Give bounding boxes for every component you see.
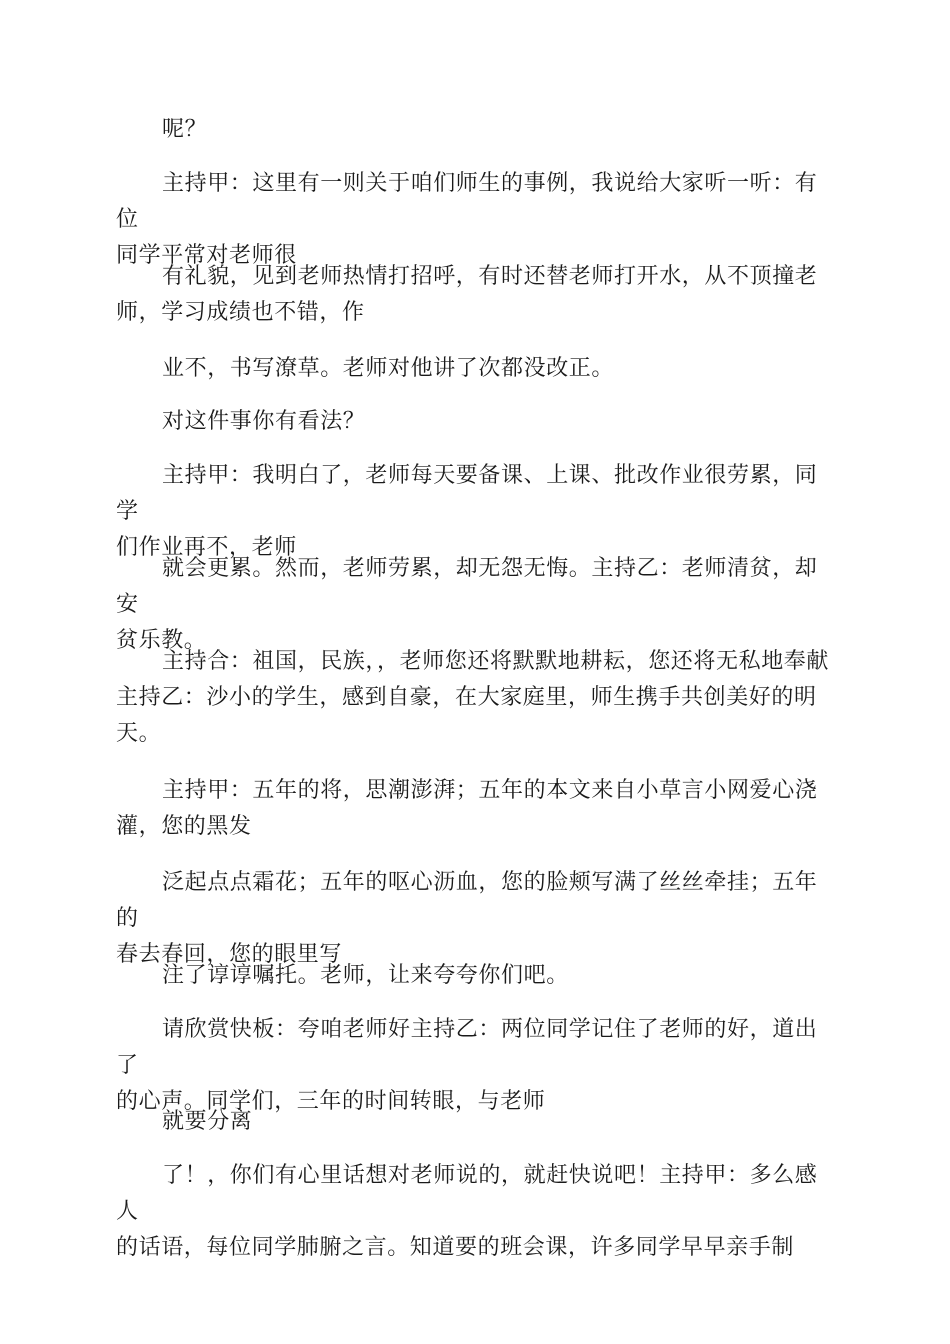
paragraph-line: 请欣赏快板：夸咱老师好主持乙：两位同学记住了老师的好，道出了 — [116, 1017, 818, 1078]
paragraph-line: 灌，您的黑发 — [116, 814, 252, 839]
paragraph-1 — [116, 112, 836, 148]
paragraph-line: 们作业再不，老师 — [116, 535, 297, 560]
paragraph-line: 贫乐教。 — [116, 628, 207, 653]
paragraph-9 — [116, 773, 836, 845]
paragraph-line: 天。 — [116, 721, 162, 746]
paragraph-6 — [116, 458, 836, 566]
paragraph-line: 泛起点点霜花；五年的呕心沥血，您的脸颊写满了丝丝牵挂；五年的 — [116, 870, 818, 931]
paragraph-5 — [116, 404, 836, 440]
paragraph-11 — [116, 958, 836, 994]
paragraph-line: 业不，书写潦草。老师对他讲了次都没改正。 — [162, 356, 615, 381]
paragraph-line: 呢？ — [162, 117, 208, 142]
paragraph-8 — [116, 644, 836, 752]
paragraph-line: 主持甲：我明白了，老师每天要备课、上课、批改作业很劳累，同学 — [116, 463, 818, 524]
paragraph-line: 注了谆谆嘱托。老师，让来夸夸你们吧。 — [162, 963, 569, 988]
paragraph-line: 主持乙：沙小的学生，感到自豪，在大家庭里，师生携手共创美好的明 — [116, 685, 817, 710]
paragraph-10 — [116, 865, 836, 973]
paragraph-line: 主持甲：这里有一则关于咱们师生的事例，我说给大家听一听：有位 — [116, 171, 818, 232]
paragraph-line: 主持甲：五年的将，思潮澎湃；五年的本文来自小草言小网爱心浇 — [162, 778, 818, 803]
paragraph-line: 对这件事你有看法？ — [162, 409, 366, 434]
paragraph-line: 就会更累。然而，老师劳累，却无怨无悔。主持乙：老师清贫，却安 — [116, 556, 818, 617]
paragraph-line: 同学平常对老师很 — [116, 243, 297, 268]
paragraph-line: 的心声。同学们，三年的时间转眼，与老师 — [116, 1089, 546, 1114]
paragraph-line: 师，学习成绩也不错，作 — [116, 300, 365, 325]
paragraph-line: 主持合：祖国，民族，，老师您还将默默地耕耘，您还将无私地奉献 — [162, 649, 830, 674]
paragraph-line: 的话语，每位同学肺腑之言。知道要的班会课，许多同学早早亲手制 — [116, 1235, 795, 1260]
paragraph-line: 了！，你们有心里话想对老师说的，就赶快说吧！主持甲：多么感人 — [116, 1163, 818, 1224]
paragraph-line: 有礼貌，见到老师热情打招呼，有时还替老师打开水，从不顶撞老 — [162, 264, 818, 289]
paragraph-2 — [116, 166, 836, 274]
paragraph-13 — [116, 1104, 836, 1140]
paragraph-line: 就要分离 — [162, 1109, 253, 1134]
paragraph-4 — [116, 351, 836, 387]
paragraph-7 — [116, 551, 836, 659]
paragraph-line: 春去春回，您的眼里写 — [116, 942, 343, 967]
paragraph-3 — [116, 259, 836, 331]
paragraph-14 — [116, 1158, 836, 1266]
